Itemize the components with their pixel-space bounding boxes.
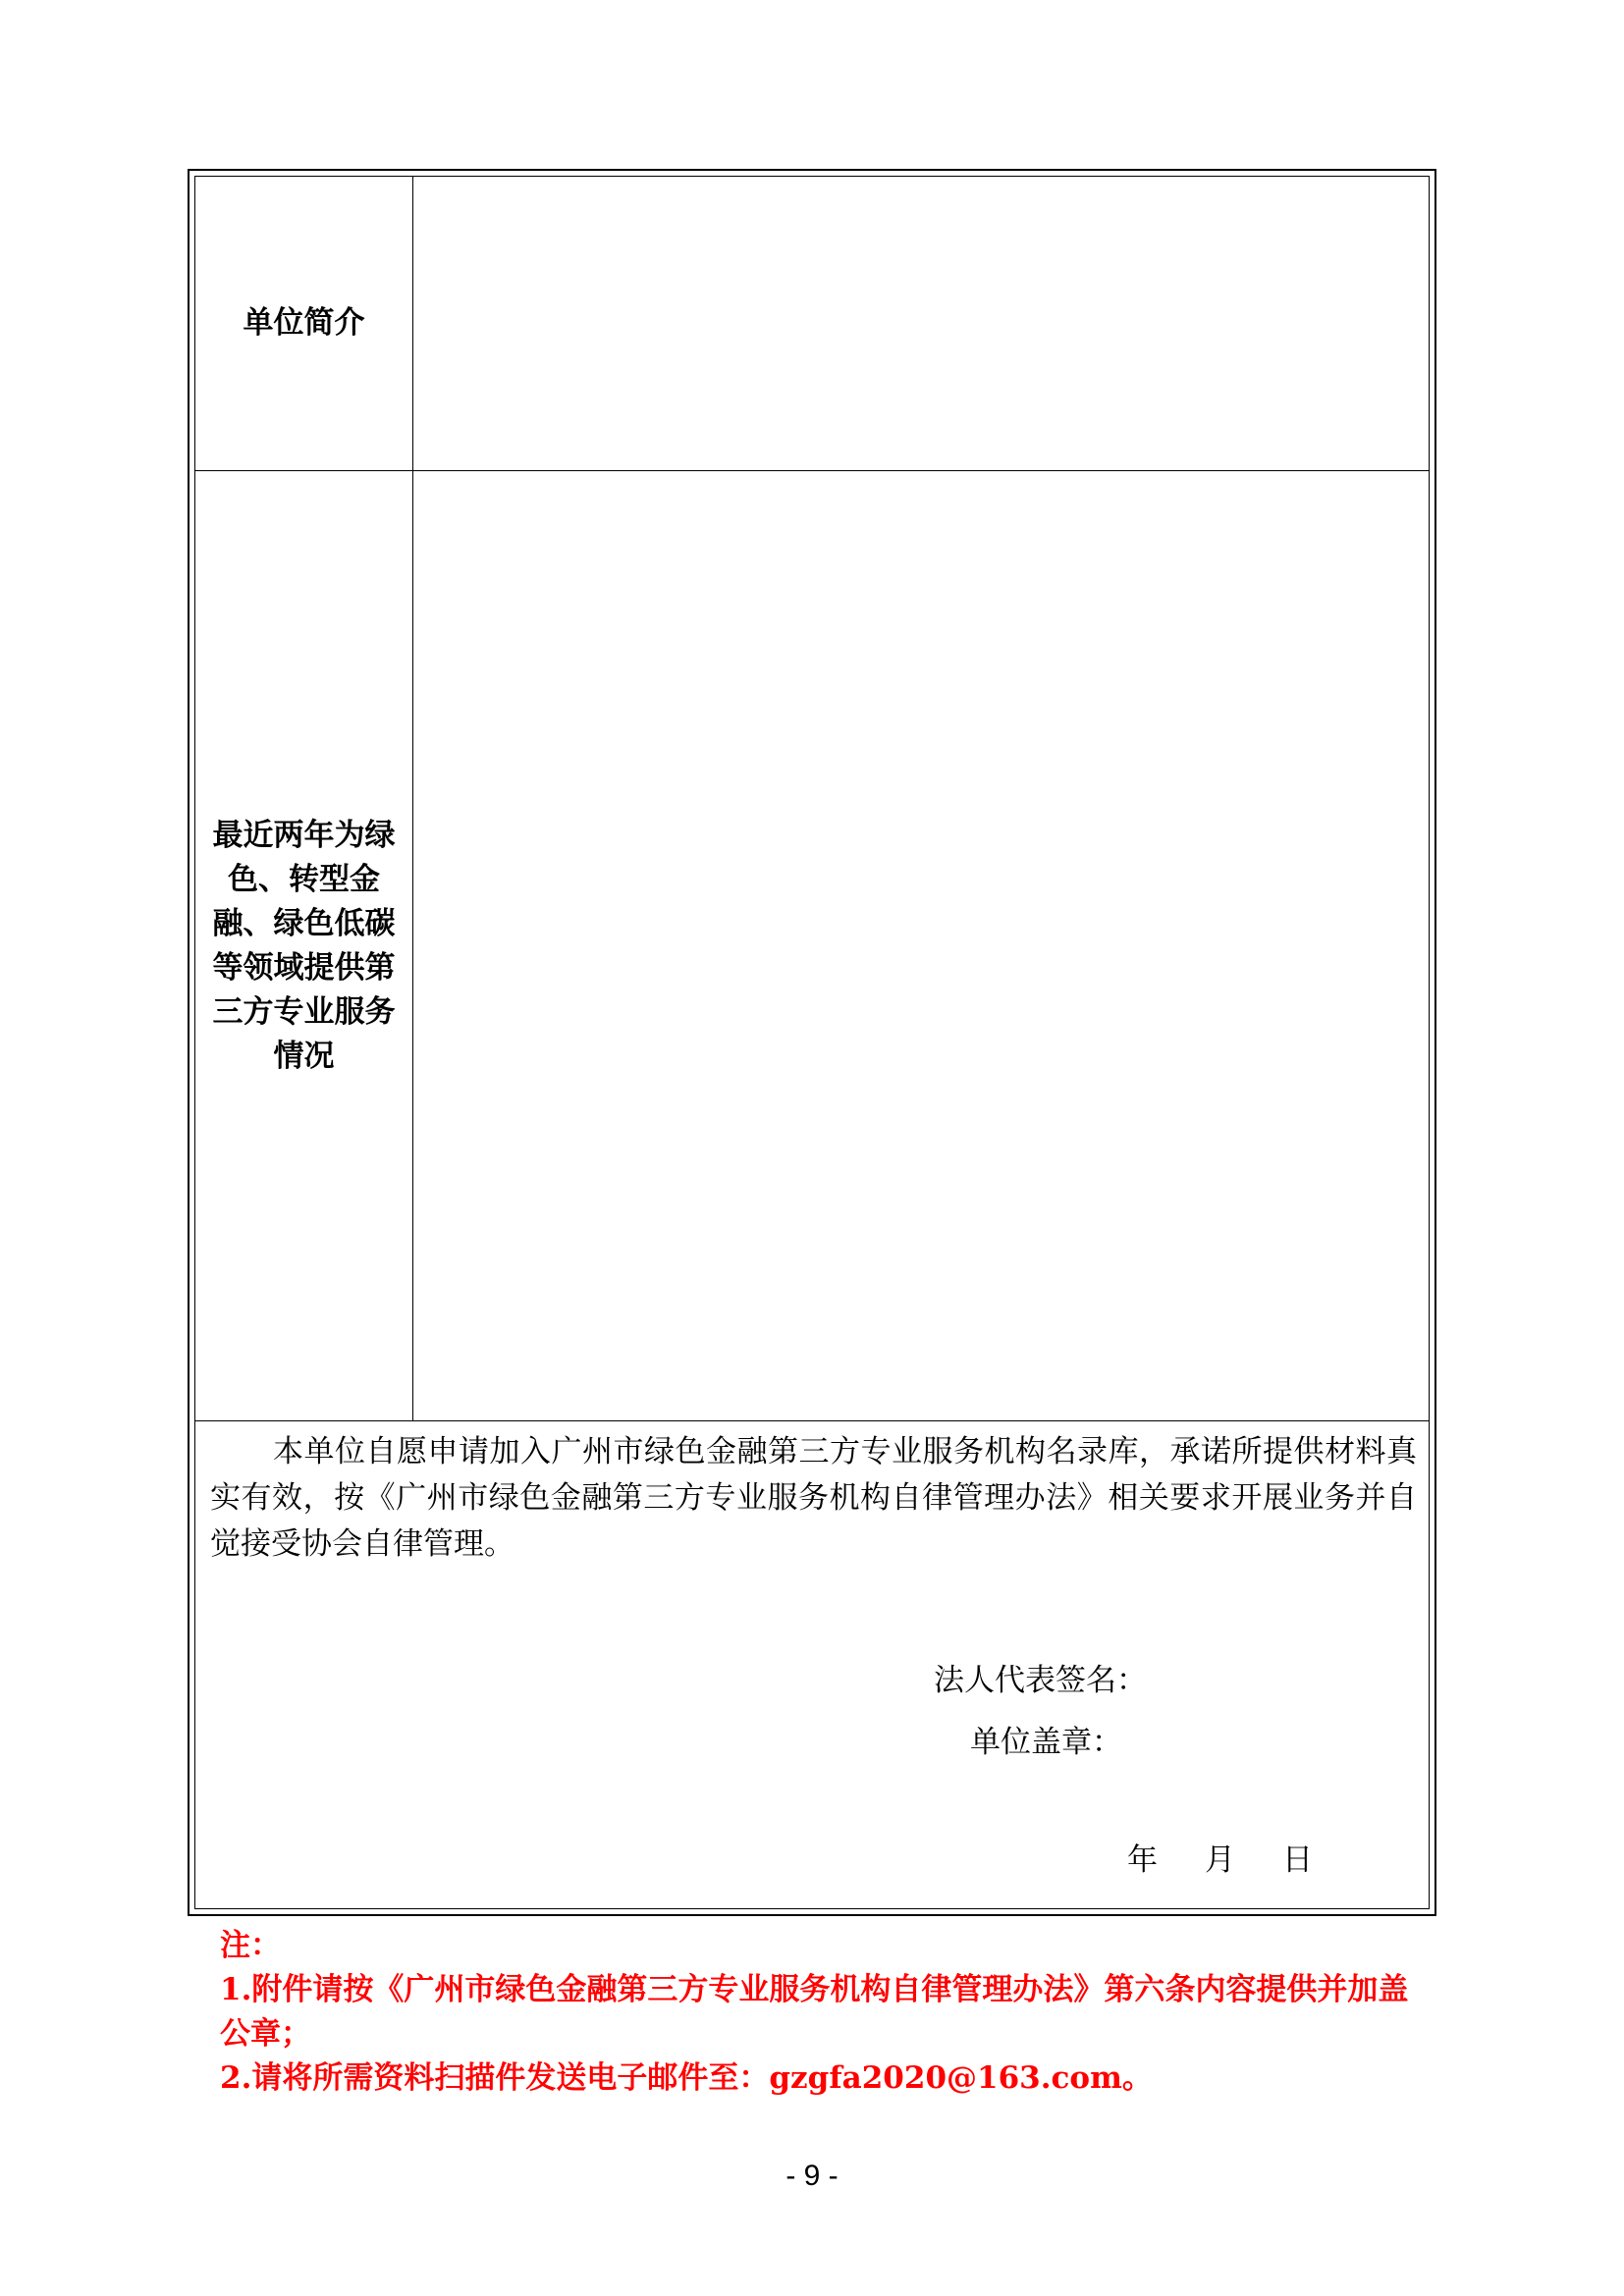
page-number: - 9 - [785, 2160, 839, 2192]
row-service-record [195, 471, 1429, 1421]
row-unit-profile [195, 177, 1429, 471]
date-line [1127, 1841, 1313, 1880]
unit-seal-label: 单位盖章： [970, 1725, 1122, 1760]
notes-section [220, 1924, 1418, 2101]
form-table-inner [194, 176, 1430, 1909]
label-unit-profile: 单位简介 [243, 305, 365, 341]
row-pledge [195, 1421, 1429, 1908]
service-record-field[interactable] [413, 471, 1429, 1420]
note-item-email: 2.请将所需资料扫描件发送电子邮件至：gzgfa2020@163.com。 [220, 2060, 1153, 2096]
notes-heading: 注： [220, 1928, 281, 1963]
note-item-attachments: 1.附件请按《广州市绿色金融第三方专业服务机构自律管理办法》第六条内容提供并加盖公章； [220, 1972, 1409, 2052]
legal-representative-signature-label: 法人代表签名： [934, 1663, 1147, 1698]
application-form-table [188, 169, 1436, 1916]
date-month-label: 月 [1205, 1842, 1235, 1878]
date-year-label: 年 [1127, 1842, 1158, 1878]
pledge-statement: 本单位自愿申请加入广州市绿色金融第三方专业服务机构名录库，承诺所提供材料真实有效，按《广州市绿色金融第三方专业服务机构自律管理办法》相关要求开展业务并自觉接受协会自律管理。 [210, 1434, 1417, 1562]
date-day-label: 日 [1282, 1842, 1313, 1878]
label-cell-service-record [195, 471, 413, 1420]
label-cell-unit-profile [195, 177, 413, 470]
unit-profile-field[interactable] [413, 177, 1429, 470]
label-service-record: 最近两年为绿色、转型金融、绿色低碳等领域提供第三方专业服务情况 [212, 817, 396, 1074]
